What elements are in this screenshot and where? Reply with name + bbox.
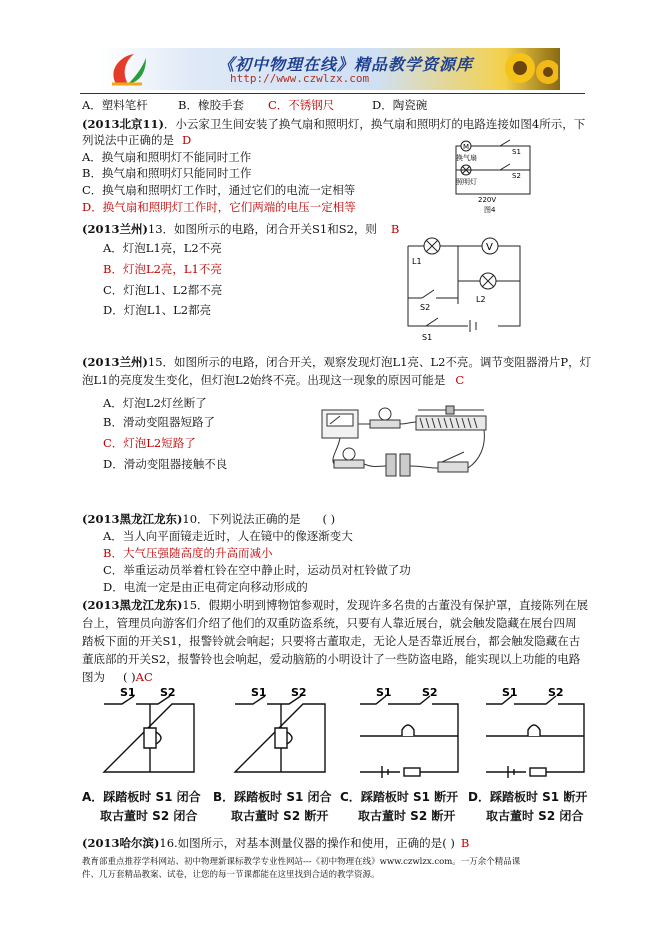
banner-title: 《初中物理在线》精品教学资源库 bbox=[218, 55, 474, 74]
longdong10-option-d: D．电流一定是由正电荷定向移动形成的 bbox=[103, 580, 308, 594]
lanzhou13-option-b: B．灯泡L2亮，L1不亮 bbox=[103, 262, 222, 276]
beijing-stem2: 列说法中正确的是 bbox=[82, 133, 174, 147]
prev-option-c: C．不锈钢尺 bbox=[268, 98, 335, 112]
longdong10-option-a: A．当人向平面镜走近时，人在镜中的像逐渐变大 bbox=[103, 529, 353, 543]
prev-option-b: B．橡胶手套 bbox=[178, 98, 244, 112]
caption-b-letter: B． bbox=[213, 790, 235, 804]
longdong15-source: (2013黑龙江龙东) bbox=[82, 598, 183, 612]
longdong15-line1 bbox=[82, 598, 588, 613]
caption-d-line1: 踩踏板时 S1 断开 bbox=[489, 790, 588, 804]
beijing-stem bbox=[82, 117, 585, 132]
beijing-option-d: D．换气扇和照明灯工作时，它们两端的电压一定相等 bbox=[82, 200, 356, 214]
harbin16-answer: B bbox=[460, 836, 470, 850]
longdong10-option-b: B．大气压强随高度的升高而减小 bbox=[103, 546, 273, 560]
fig4-fan: 换气扇 bbox=[456, 154, 477, 162]
longdong15-text1: 15．假期小明到博物馆参观时，发现许多名贵的古董没有保护罩，直接陈列在展 bbox=[182, 598, 589, 612]
longdong10-source: (2013黑龙江龙东) bbox=[82, 512, 183, 526]
longdong15-blank: ( ) bbox=[123, 670, 136, 684]
lanzhou13-option-a: A．灯泡L1亮，L2不亮 bbox=[103, 241, 222, 255]
caption-a-letter: A． bbox=[82, 790, 104, 804]
circuit-d-s1: S1 bbox=[502, 686, 518, 699]
longdong15-line2: 台上，管理员向游客们介绍了他们的双重防盗系统，只要有人靠近展台，就会触发隐藏在展台四周 bbox=[82, 616, 577, 630]
lanzhou13-option-c: C．灯泡L1、L2都不亮 bbox=[103, 283, 223, 297]
circuit-c bbox=[354, 686, 464, 781]
longdong15-line5 bbox=[82, 670, 153, 685]
circuit-b-s1: S1 bbox=[251, 686, 267, 699]
prev-option-d: D．陶瓷碗 bbox=[372, 98, 428, 112]
lanzhou15-apparatus bbox=[318, 398, 496, 488]
caption-c-letter: C． bbox=[340, 790, 361, 804]
lanzhou15-stem2: 泡L1的亮度发生变化，但灯泡L2始终不亮。出现这一现象的原因可能是 bbox=[82, 373, 446, 387]
circuit-c-s1: S1 bbox=[376, 686, 392, 699]
lanzhou13-answer: B bbox=[390, 222, 400, 236]
footer-line1: 教育部重点推荐学科网站、初中物理新课标教学专业性网站---《初中物理在线》www.czwlzx.com。一万余个精品课 bbox=[82, 857, 521, 867]
lanzhou13-option-d: D．灯泡L1、L2都亮 bbox=[103, 303, 212, 317]
beijing-answer: D bbox=[182, 133, 192, 147]
caption-d bbox=[468, 789, 587, 805]
beijing-option-b: B．换气扇和照明灯只能同时工作 bbox=[82, 166, 252, 180]
longdong10-blank: ( ) bbox=[322, 512, 336, 526]
lanzhou15-option-b: B．滑动变阻器短路了 bbox=[103, 415, 215, 429]
lanzhou13-voltmeter: V bbox=[486, 242, 493, 253]
longdong15-answer: AC bbox=[135, 670, 153, 684]
fig4-s1: S1 bbox=[512, 148, 521, 156]
sunflower-icon bbox=[500, 50, 558, 88]
caption-a-line1: 踩踏板时 S1 闭合 bbox=[103, 790, 201, 804]
caption-c-line1: 踩踏板时 S1 断开 bbox=[360, 790, 459, 804]
beijing-stem-text: ．小云家卫生间安装了换气扇和照明灯，换气扇和照明灯的电路连接如图4所示，下 bbox=[163, 117, 586, 131]
lanzhou15-option-d: D．滑动变阻器接触不良 bbox=[103, 457, 228, 471]
figure-4-circuit bbox=[452, 136, 534, 216]
harbin16-blank: ( ) bbox=[442, 836, 455, 850]
caption-a bbox=[82, 789, 201, 805]
lanzhou13-circuit bbox=[398, 236, 528, 342]
lanzhou15-stem-line2 bbox=[82, 373, 464, 388]
circuit-a-s2: S2 bbox=[160, 686, 176, 699]
longdong10-stem-text: 10．下列说法正确的是 bbox=[182, 512, 301, 526]
logo-icon bbox=[106, 50, 150, 88]
circuit-b-s2: S2 bbox=[291, 686, 307, 699]
caption-b bbox=[213, 789, 332, 805]
harbin16-stem bbox=[82, 836, 469, 851]
caption-a-line2: 取古董时 S2 闭合 bbox=[100, 809, 198, 823]
caption-b-line1: 踩踏板时 S1 闭合 bbox=[234, 790, 332, 804]
circuit-b bbox=[231, 686, 329, 781]
banner-url[interactable]: http://www.czwlzx.com bbox=[230, 72, 370, 85]
fig4-s2: S2 bbox=[512, 172, 521, 180]
fig4-voltage: 220V bbox=[478, 196, 497, 204]
lanzhou15-option-a: A．灯泡L2灯丝断了 bbox=[103, 396, 207, 410]
circuit-c-s2: S2 bbox=[422, 686, 438, 699]
harbin16-stem-text: 16.如图所示，对基本测量仪器的操作和使用，正确的是 bbox=[159, 836, 443, 850]
circuit-d bbox=[480, 686, 590, 781]
footer-line2: 件、几万套精品教案、试卷，让您的每一节课都能在这里找到合适的教学资源。 bbox=[82, 870, 380, 880]
beijing-stem-line2 bbox=[82, 133, 191, 148]
circuit-a-s1: S1 bbox=[120, 686, 136, 699]
lanzhou13-source: (2013兰州) bbox=[82, 222, 148, 236]
longdong15-line4: 董底部的开关S2，报警铃也会响起，爱动脑筋的小明设计了一些防盗电路，能实现以上功能的电路 bbox=[82, 652, 581, 666]
caption-c bbox=[340, 789, 458, 805]
lanzhou15-stem-text: 15．如图所示的电路，闭合开关，观察发现灯泡L1亮、L2不亮。调节变阻器滑片P，灯 bbox=[147, 355, 592, 369]
lanzhou13-stem bbox=[82, 222, 399, 237]
caption-d-letter: D． bbox=[468, 790, 490, 804]
fig4-lamp: 照明灯 bbox=[456, 178, 477, 186]
longdong15-line3: 踏板下面的开关S1，报警铃就会响起；只要将古董取走，无论人是否靠近展台，都会触发隐藏在古 bbox=[82, 634, 581, 648]
lanzhou13-stem-text: 13．如图所示的电路，闭合开关S1和S2，则 bbox=[147, 222, 377, 236]
beijing-option-c: C．换气扇和照明灯工作时，通过它们的电流一定相等 bbox=[82, 183, 356, 197]
lanzhou13-l2: L2 bbox=[476, 295, 486, 304]
longdong10-option-c: C．举重运动员举着杠铃在空中静止时，运动员对杠铃做了功 bbox=[103, 563, 411, 577]
beijing-source: (2013北京11) bbox=[82, 117, 164, 131]
harbin16-source: (2013哈尔滨) bbox=[82, 836, 160, 850]
lanzhou13-l1: L1 bbox=[412, 257, 422, 266]
longdong15-text5: 图为 bbox=[82, 670, 105, 684]
prev-option-a: A．塑料笔杆 bbox=[82, 98, 148, 112]
caption-b-line2: 取古董时 S2 断开 bbox=[231, 809, 329, 823]
lanzhou15-option-c: C．灯泡L2短路了 bbox=[103, 436, 196, 450]
fig4-label: 图4 bbox=[484, 206, 496, 214]
fig4-motor: M bbox=[463, 143, 470, 151]
longdong10-stem bbox=[82, 512, 335, 527]
lanzhou15-source: (2013兰州) bbox=[82, 355, 148, 369]
lanzhou15-stem bbox=[82, 355, 591, 370]
lanzhou13-s1: S1 bbox=[422, 333, 433, 342]
beijing-option-a: A．换气扇和照明灯不能同时工作 bbox=[82, 150, 252, 164]
lanzhou15-answer: C bbox=[455, 373, 465, 387]
circuit-a bbox=[100, 686, 198, 781]
caption-d-line2: 取古董时 S2 闭合 bbox=[486, 809, 584, 823]
header-banner bbox=[100, 48, 560, 90]
caption-c-line2: 取古董时 S2 断开 bbox=[358, 809, 456, 823]
header-rule bbox=[80, 93, 585, 94]
lanzhou13-s2: S2 bbox=[420, 303, 431, 312]
circuit-d-s2: S2 bbox=[548, 686, 564, 699]
